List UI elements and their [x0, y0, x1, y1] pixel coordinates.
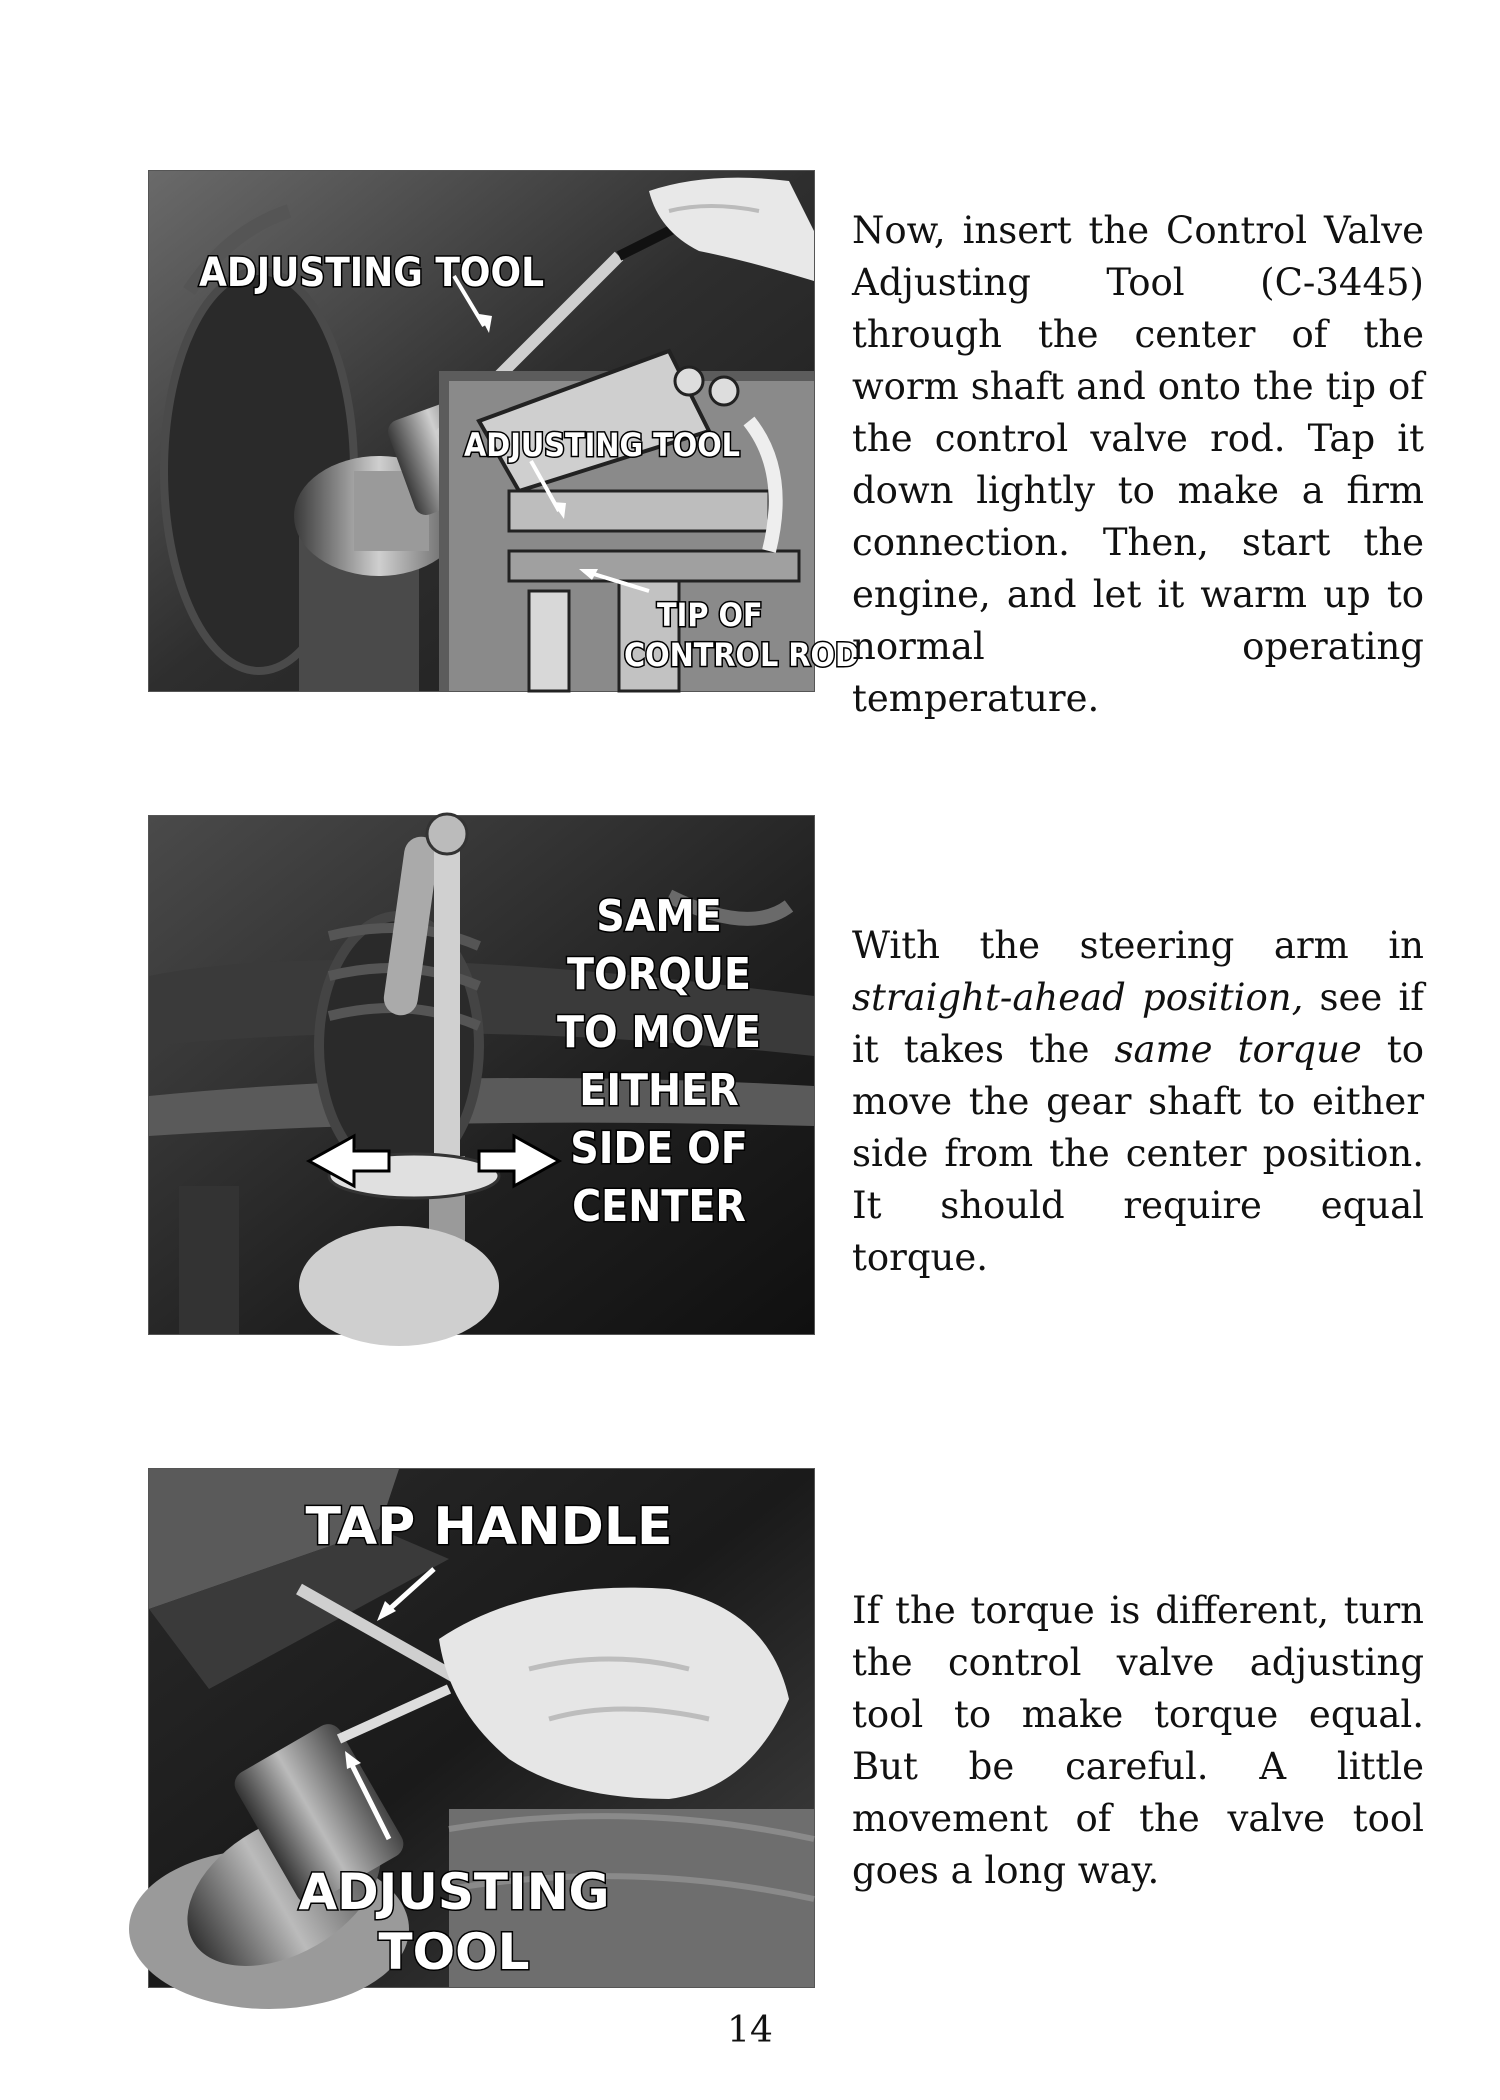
photo-2-label-line-1: SAME	[596, 891, 722, 942]
section-2-text-emphasis-2: same torque	[1114, 1028, 1362, 1071]
photo-3-label-tool: TOOL	[378, 1923, 530, 1981]
photo-2-label-line-5: SIDE OF	[570, 1123, 748, 1174]
photo-1-label-tip-of: TIP OF	[657, 596, 763, 634]
section-2-text-part-5: to move the gear shaft to either side from the center position. It should require equal torque.	[852, 1028, 1424, 1279]
section-2-text	[852, 920, 1424, 1284]
section-3-text: If the torque is different, turn the control valve adjusting tool to make torque equal. But be careful. A little movement of the valve tool goes a long way.	[852, 1589, 1424, 1892]
photo-1-label-adjusting-tool: ADJUSTING TOOL	[199, 250, 544, 296]
photo-2-label-line-2: TORQUE	[567, 949, 751, 1000]
photo-torque-wrench	[148, 815, 815, 1335]
photo-2-label-line-4: EITHER	[579, 1065, 739, 1116]
photo-2-label-line-6: CENTER	[572, 1181, 746, 1232]
photo-1-image	[149, 171, 859, 691]
photo-3-label-tap-handle: TAP HANDLE	[305, 1497, 673, 1557]
page-number: 14	[727, 2010, 773, 2051]
section-2-text-part-1: With the steering arm in	[852, 924, 1424, 967]
photo-3-image	[149, 1469, 814, 1987]
photo-1-label-control-rod: CONTROL ROD	[624, 636, 859, 674]
photo-3-label-adjusting: ADJUSTING	[298, 1863, 610, 1921]
section-2-text-part-3: see if it takes the	[852, 976, 1424, 1071]
section-2-text-emphasis-1: straight-ahead position,	[852, 976, 1304, 1019]
photo-tap-handle	[148, 1468, 815, 1988]
photo-1-label-adjusting-tool-inset: ADJUSTING TOOL	[464, 426, 740, 464]
photo-2-label-line-3: TO MOVE	[557, 1007, 761, 1058]
photo-adjusting-tool-insert	[148, 170, 859, 692]
section-1-text: Now, insert the Control Valve Adjusting Tool (C-3445) through the center of the worm shaft and onto the tip of the control valve rod. Tap it down lightly to make a firm connection. Then, start the engine, and let it warm up to normal operating temperature.	[852, 209, 1424, 720]
photo-2-image	[149, 816, 814, 1334]
